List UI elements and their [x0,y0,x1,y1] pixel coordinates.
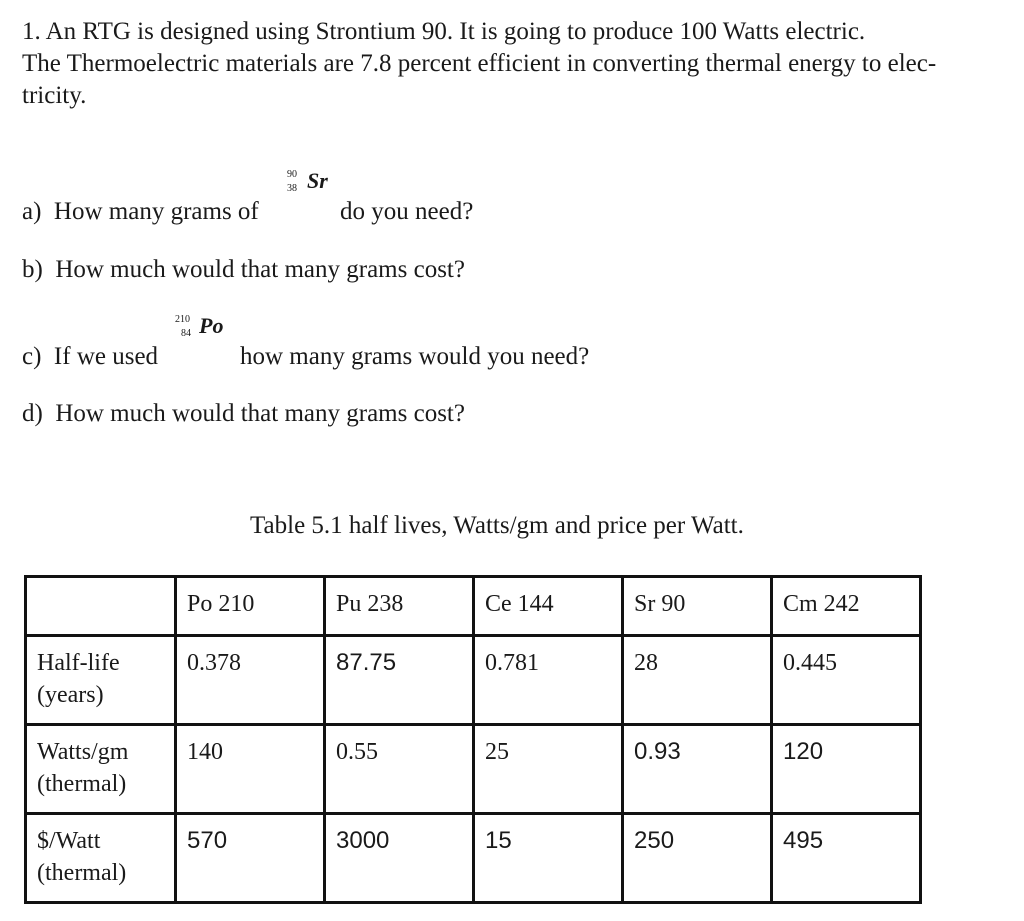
question-c-label: c) [22,343,42,370]
table-cell: 570 [176,814,325,903]
question-c-text: If we used [53,343,159,370]
problem-line-1: 1. An RTG is designed using Strontium 90. It is going to produce 100 Watts electric. [22,18,866,45]
header-cell-po210: Po 210 [176,577,325,636]
row-label-line2: (thermal) [37,771,127,797]
question-d [22,400,465,428]
question-b [22,256,465,284]
question-a-text: How many grams of [53,198,259,225]
table-cell: 0.55 [325,725,474,814]
po-mass-number: 210 [175,314,190,325]
table-cell: 0.378 [176,636,325,725]
polonium-210-isotope [175,314,245,354]
isotope-data-table [24,575,922,904]
header-cell-ce144: Ce 144 [474,577,623,636]
question-b-label: b) [22,256,43,283]
table-cell: 87.75 [325,636,474,725]
question-b-text: How much would that many grams cost? [55,256,465,283]
header-cell-pu238: Pu 238 [325,577,474,636]
sr-atomic-number: 38 [287,183,297,194]
row-label-line1: Watts/gm [37,739,129,765]
question-a-label: a) [22,198,42,225]
table-cell: 25 [474,725,623,814]
row-label [26,725,176,814]
problem-statement [22,16,1012,112]
question-d-text: How much would that many grams cost? [55,400,465,427]
question-d-label: d) [22,400,43,427]
table-cell: 3000 [325,814,474,903]
row-label [26,636,176,725]
strontium-90-isotope [287,168,347,208]
header-cell-empty [26,577,176,636]
table-cell: 140 [176,725,325,814]
table-cell: 15 [474,814,623,903]
table-row-watts-per-gram [26,725,921,814]
header-cell-cm242: Cm 242 [772,577,921,636]
sr-symbol: Sr [307,168,328,193]
table-header-row [26,577,921,636]
po-symbol: Po [199,313,224,338]
table-caption: Table 5.1 half lives, Watts/gm and price per Watt. [250,512,744,539]
row-label-line2: (years) [37,682,104,708]
row-label-line1: $/Watt [37,828,101,854]
table-cell: 0.93 [623,725,772,814]
row-label-line2: (thermal) [37,860,127,886]
question-c [22,313,722,377]
table-cell: 28 [623,636,772,725]
table-cell: 0.445 [772,636,921,725]
table-row-dollars-per-watt [26,814,921,903]
header-cell-sr90: Sr 90 [623,577,772,636]
table-cell: 120 [772,725,921,814]
problem-line-3: tricity. [22,82,87,109]
table-cell: 0.781 [474,636,623,725]
table-cell: 495 [772,814,921,903]
table-row-half-life [26,636,921,725]
po-atomic-number: 84 [181,328,191,339]
row-label [26,814,176,903]
table-cell: 250 [623,814,772,903]
sr-mass-number: 90 [287,169,297,180]
problem-line-2: The Thermoelectric materials are 7.8 percent efficient in converting thermal energy to elec- [22,50,937,77]
question-a [22,168,622,232]
row-label-line1: Half-life [37,650,120,676]
question-a-after: do you need? [340,198,474,225]
question-c-after: how many grams would you need? [240,343,590,370]
